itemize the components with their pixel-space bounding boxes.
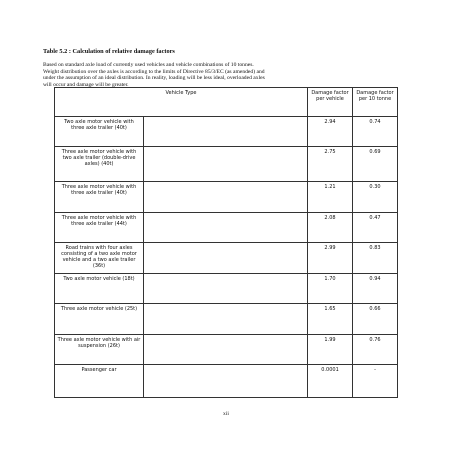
damage-per-10-tonne-cell: 0.83: [353, 243, 398, 274]
vehicle-type-cell: Three axle motor vehicle with three axle trailer (40t): [55, 182, 144, 213]
table-row: [55, 304, 398, 335]
damage-per-10-tonne-cell: 0.74: [353, 117, 398, 147]
blank-cell: [144, 117, 308, 147]
damage-per-10-tonne-cell: -: [353, 365, 398, 398]
damage-per-vehicle-cell: 1.99: [308, 335, 353, 365]
intro-line: Based on standard axle load of currently used vehicles and vehicle combinations of 10 tonnes.: [43, 62, 254, 68]
intro-line: will occur and damage will be greater.: [43, 81, 129, 88]
table-row: [55, 117, 398, 147]
header-vehicle-type: Vehicle Type: [55, 88, 308, 117]
header-damage-per-10-tonne: Damage factor per 10 tonne: [353, 88, 398, 117]
vehicle-type-cell: Three axle motor vehicle with three axle trailer (44t): [55, 213, 144, 243]
damage-per-vehicle-cell: 2.99: [308, 243, 353, 274]
vehicle-type-cell: Three axle motor vehicle with two axle trailer (double-drive axles) (40t): [55, 147, 144, 182]
intro-line: Weight distribution over the axles is according to the limits of Directive 85/3/EC (as amended) and: [43, 68, 265, 75]
damage-per-vehicle-cell: 1.21: [308, 182, 353, 213]
damage-per-10-tonne-cell: 0.30: [353, 182, 398, 213]
blank-cell: [144, 213, 308, 243]
table-title: Table 5.2 : Calculation of relative damage factors: [43, 48, 175, 55]
damage-per-10-tonne-cell: 0.76: [353, 335, 398, 365]
damage-per-10-tonne-cell: 0.66: [353, 304, 398, 335]
vehicle-type-cell: Two axle motor vehicle (18t): [55, 274, 144, 304]
table-header-row: [55, 88, 398, 117]
intro-paragraph: [43, 62, 413, 88]
page-number: xii: [223, 411, 229, 417]
table-row: [55, 182, 398, 213]
damage-per-10-tonne-cell: 0.69: [353, 147, 398, 182]
table-row: [55, 243, 398, 274]
damage-per-vehicle-cell: 2.75: [308, 147, 353, 182]
damage-per-10-tonne-cell: 0.47: [353, 213, 398, 243]
table-row: [55, 147, 398, 182]
damage-per-10-tonne-cell: 0.94: [353, 274, 398, 304]
blank-cell: [144, 147, 308, 182]
intro-line: under the assumption of an ideal distribution. In reality, loading will be less ideal, overloaded axles: [43, 75, 265, 82]
damage-per-vehicle-cell: 1.65: [308, 304, 353, 335]
damage-per-vehicle-cell: 1.70: [308, 274, 353, 304]
blank-cell: [144, 304, 308, 335]
vehicle-type-cell: Road trains with four axles consisting of a two axle motor vehicle and a two axle trailer (36t): [55, 243, 144, 274]
table-row: [55, 213, 398, 243]
damage-per-vehicle-cell: 0.0001: [308, 365, 353, 398]
blank-cell: [144, 365, 308, 398]
damage-factor-table: [54, 87, 398, 398]
header-damage-per-vehicle: Damage factor per vehicle: [308, 88, 353, 117]
vehicle-type-cell: Three axle motor vehicle with air suspension (26t): [55, 335, 144, 365]
blank-cell: [144, 243, 308, 274]
vehicle-type-cell: Three axle motor vehicle (25t): [55, 304, 144, 335]
vehicle-type-cell: Two axle motor vehicle with three axle trailer (40t): [55, 117, 144, 147]
blank-cell: [144, 274, 308, 304]
table-row: [55, 335, 398, 365]
damage-per-vehicle-cell: 2.94: [308, 117, 353, 147]
table-row: [55, 365, 398, 398]
vehicle-type-cell: Passenger car: [55, 365, 144, 398]
damage-per-vehicle-cell: 2.08: [308, 213, 353, 243]
blank-cell: [144, 182, 308, 213]
table-row: [55, 274, 398, 304]
blank-cell: [144, 335, 308, 365]
